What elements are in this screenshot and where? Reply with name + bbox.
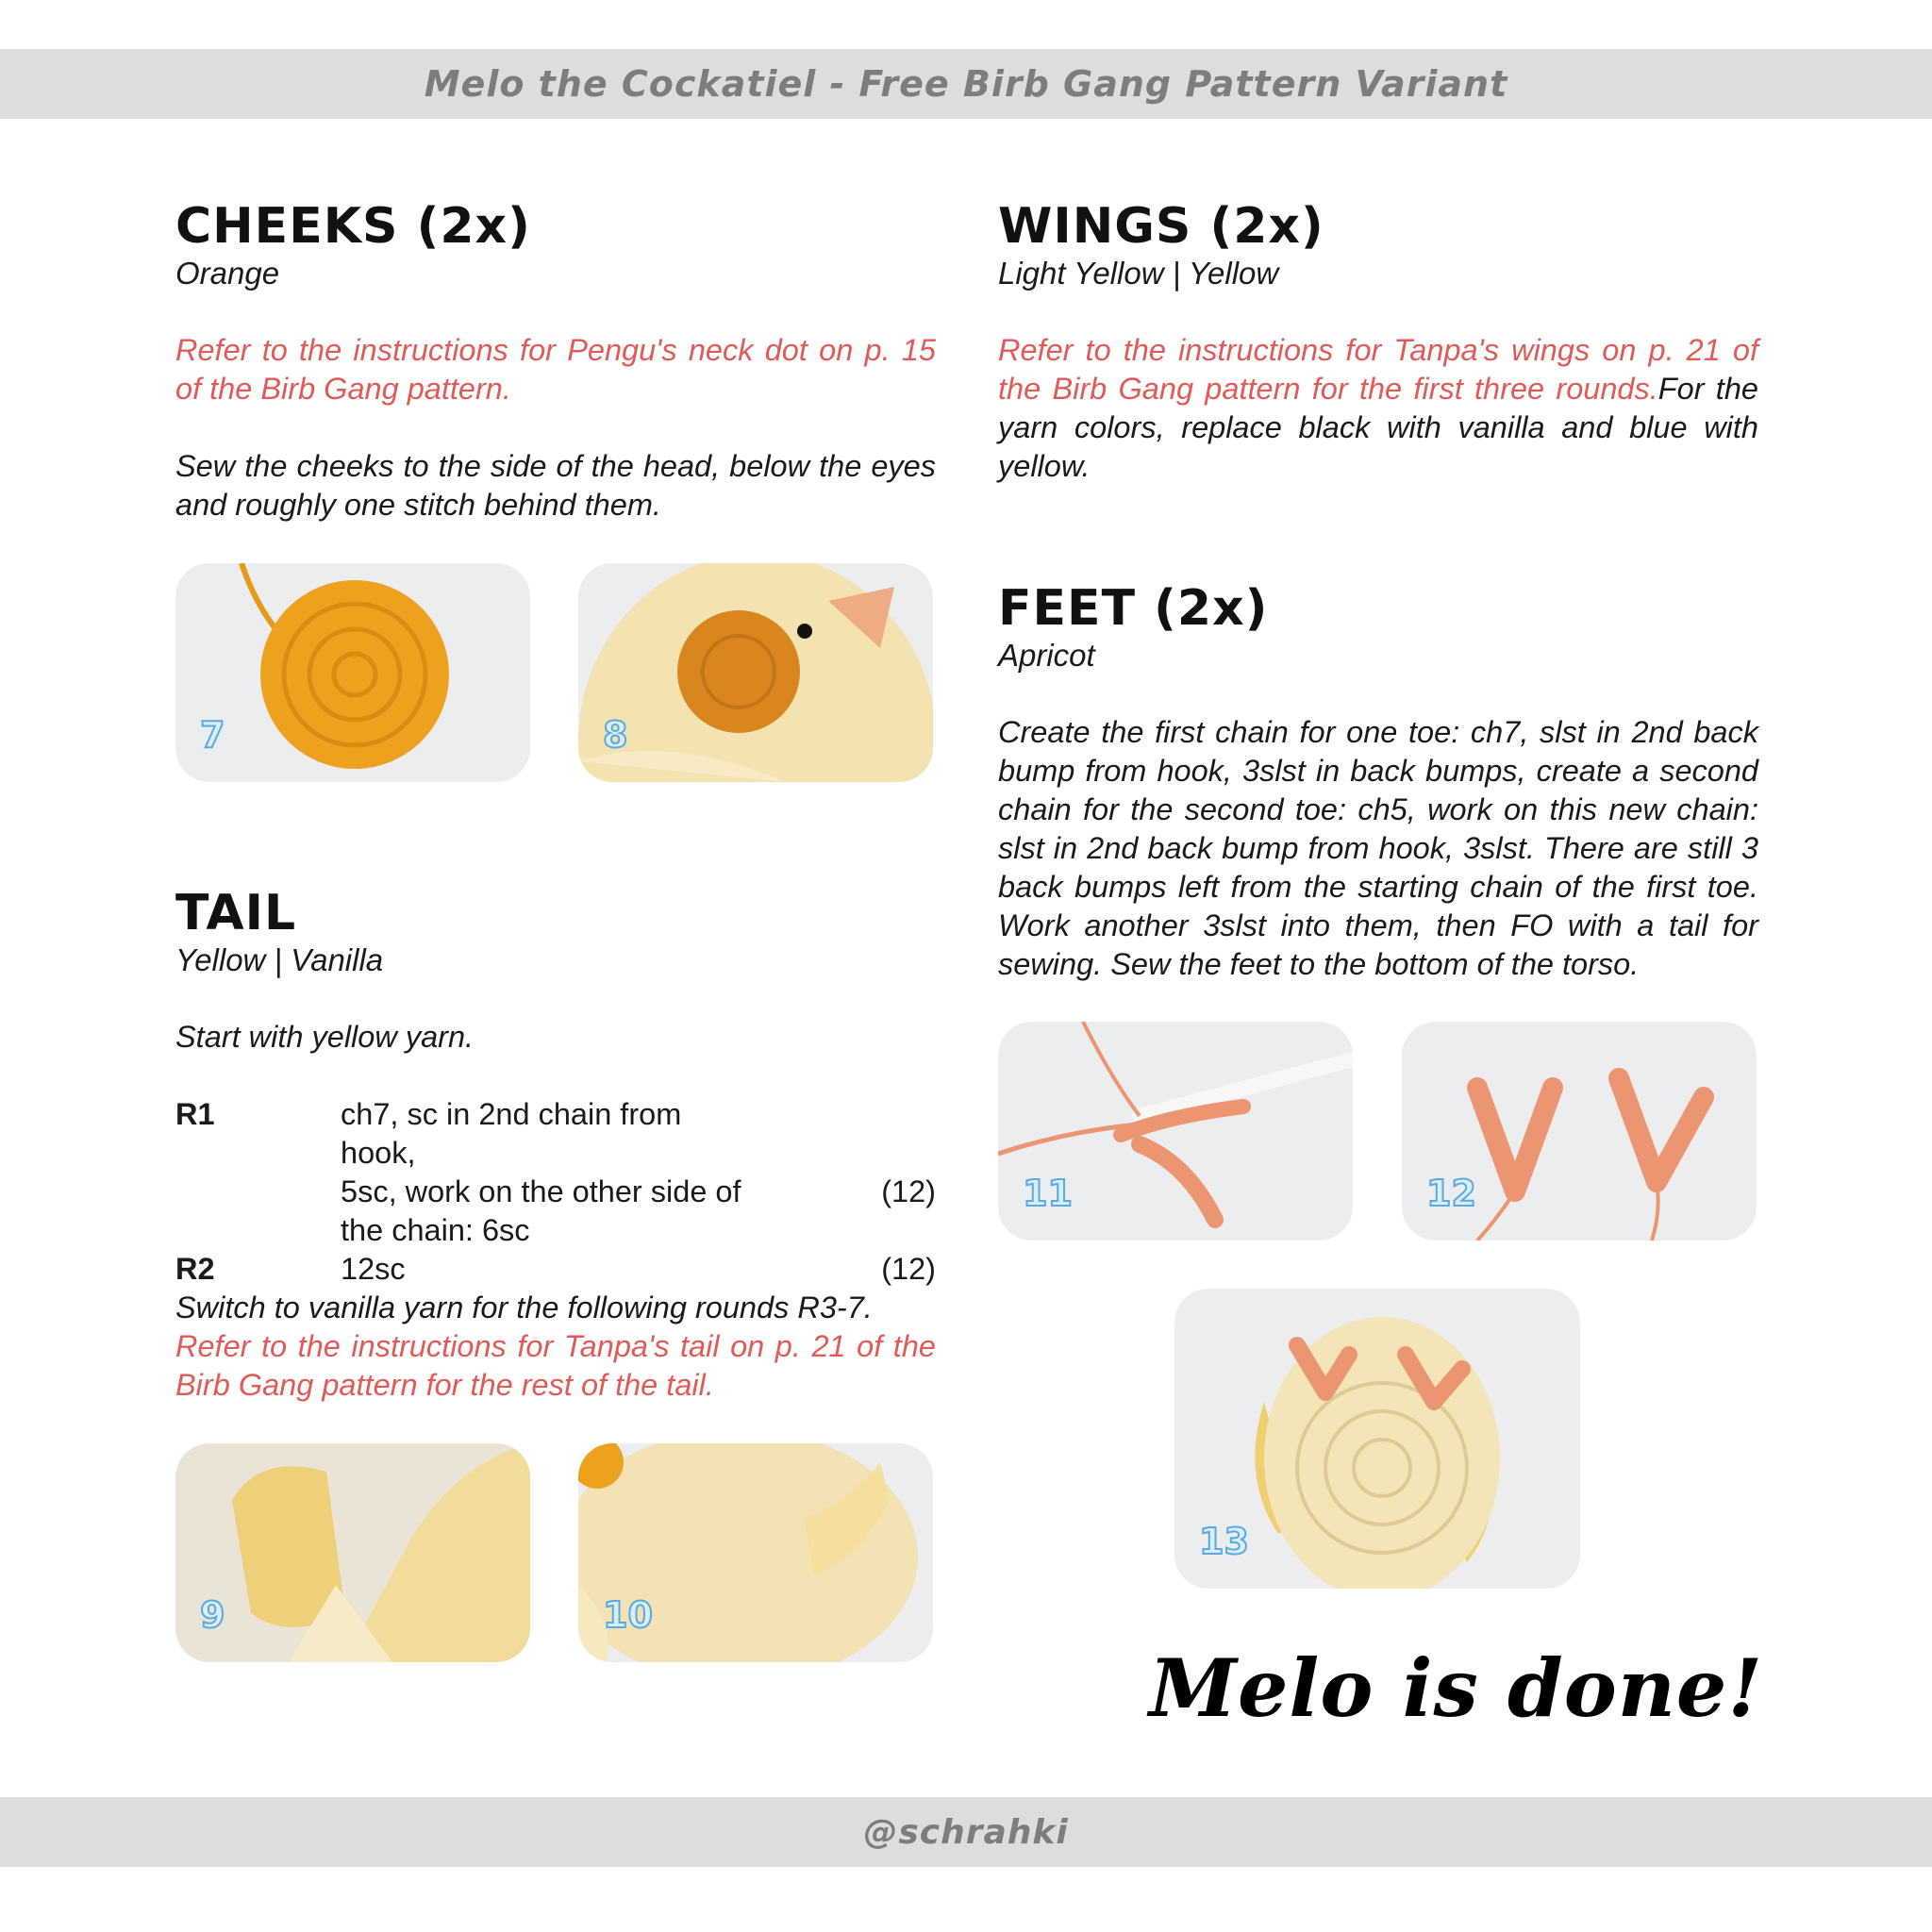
header-bar: [0, 49, 1932, 119]
table-row: [175, 1250, 936, 1289]
cheeks-reference: Refer to the instructions for Pengu's neck dot on p. 15 of the Birb Gang pattern.: [175, 333, 936, 406]
cheeks-title: CHEEKS (2x): [175, 198, 531, 255]
photo-cheek-on-head: [578, 563, 933, 782]
row-stitch-count: (12): [881, 1252, 936, 1286]
photo-number: 11: [1023, 1173, 1073, 1214]
photo-number: 10: [603, 1594, 653, 1636]
row-line: 12sc: [341, 1252, 406, 1286]
photo-foot-hook: [998, 1022, 1353, 1241]
tail-switch-text: Switch to vanilla yarn for the following rounds R3-7.: [175, 1291, 873, 1324]
tail-intro: Start with yellow yarn.: [175, 1020, 475, 1054]
wings-reference: Refer to the instructions for Tanpa's wings on p. 21 of the Birb Gang pattern for the first three rounds.: [998, 333, 1758, 406]
tail-section: [175, 885, 936, 1057]
wings-section: [998, 198, 1758, 486]
wings-title: WINGS (2x): [998, 198, 1324, 255]
tail-rows: [175, 1095, 936, 1289]
feet-title: FEET (2x): [998, 580, 1269, 637]
feet-instructions: Create the first chain for one toe: ch7, slst in 2nd back bump from hook, 3slst in back bumps, create a second chain for the second toe: ch5, work on this new chain: slst in 2nd back bump from hook, 3slst. There are still 3 back bumps left from the starting chain of the first toe. Work another 3slst into them, then FO with a tail for sewing. Sew the feet to the bottom of the torso.: [998, 715, 1758, 981]
tail-reference: Refer to the instructions for Tanpa's tail on p. 21 of the Birb Gang pattern for the rest of the tail.: [175, 1329, 936, 1402]
photo-number: 13: [1199, 1521, 1249, 1562]
cheeks-color: Orange: [175, 256, 280, 291]
photo-finished-bottom: [1174, 1289, 1580, 1589]
tail-color: Yellow | Vanilla: [175, 942, 384, 977]
feet-color: Apricot: [998, 638, 1095, 673]
wings-instructions: [998, 331, 1758, 486]
cheek-circle-image: [175, 563, 530, 782]
feet-section: [998, 580, 1758, 984]
header-title: Melo the Cockatiel - Free Birb Gang Pattern Variant: [424, 63, 1508, 105]
photo-tail-side: [578, 1443, 933, 1662]
cheeks-instructions: Sew the cheeks to the side of the head, below the eyes and roughly one stitch behind them.: [175, 449, 936, 522]
row-line: 5sc, work on the other side of: [341, 1174, 741, 1208]
tail-continuation: [175, 1289, 936, 1405]
photo-number: 8: [603, 714, 628, 756]
photo-number: 12: [1426, 1173, 1476, 1214]
tail-title: TAIL: [175, 885, 297, 941]
photo-two-feet: [1402, 1022, 1757, 1241]
row-line: ch7, sc in 2nd chain from hook,: [341, 1097, 682, 1170]
row-instructions: [341, 1095, 746, 1250]
row-label: R2: [175, 1252, 215, 1286]
footer-handle: @schrahki: [863, 1812, 1069, 1852]
closing-text: Melo is done!: [1149, 1641, 1764, 1735]
table-row: [175, 1095, 936, 1250]
cheek-on-head-image: [578, 563, 933, 782]
tail-closeup-image: [175, 1443, 530, 1662]
row-stitch-count: (12): [881, 1174, 936, 1208]
photo-number: 7: [200, 714, 225, 756]
wings-color: Light Yellow | Yellow: [998, 256, 1279, 291]
wings-text: For the yarn colors, replace black with vanilla and blue with yellow.: [998, 372, 1758, 483]
photo-number: 9: [200, 1594, 225, 1636]
photo-cheek-circle: [175, 563, 530, 782]
row-label: R1: [175, 1097, 215, 1131]
footer-bar: [0, 1797, 1932, 1867]
row-instructions: [341, 1250, 746, 1289]
photo-tail-closeup: [175, 1443, 530, 1662]
cheeks-section: [175, 198, 936, 525]
row-line: the chain: 6sc: [341, 1213, 530, 1247]
